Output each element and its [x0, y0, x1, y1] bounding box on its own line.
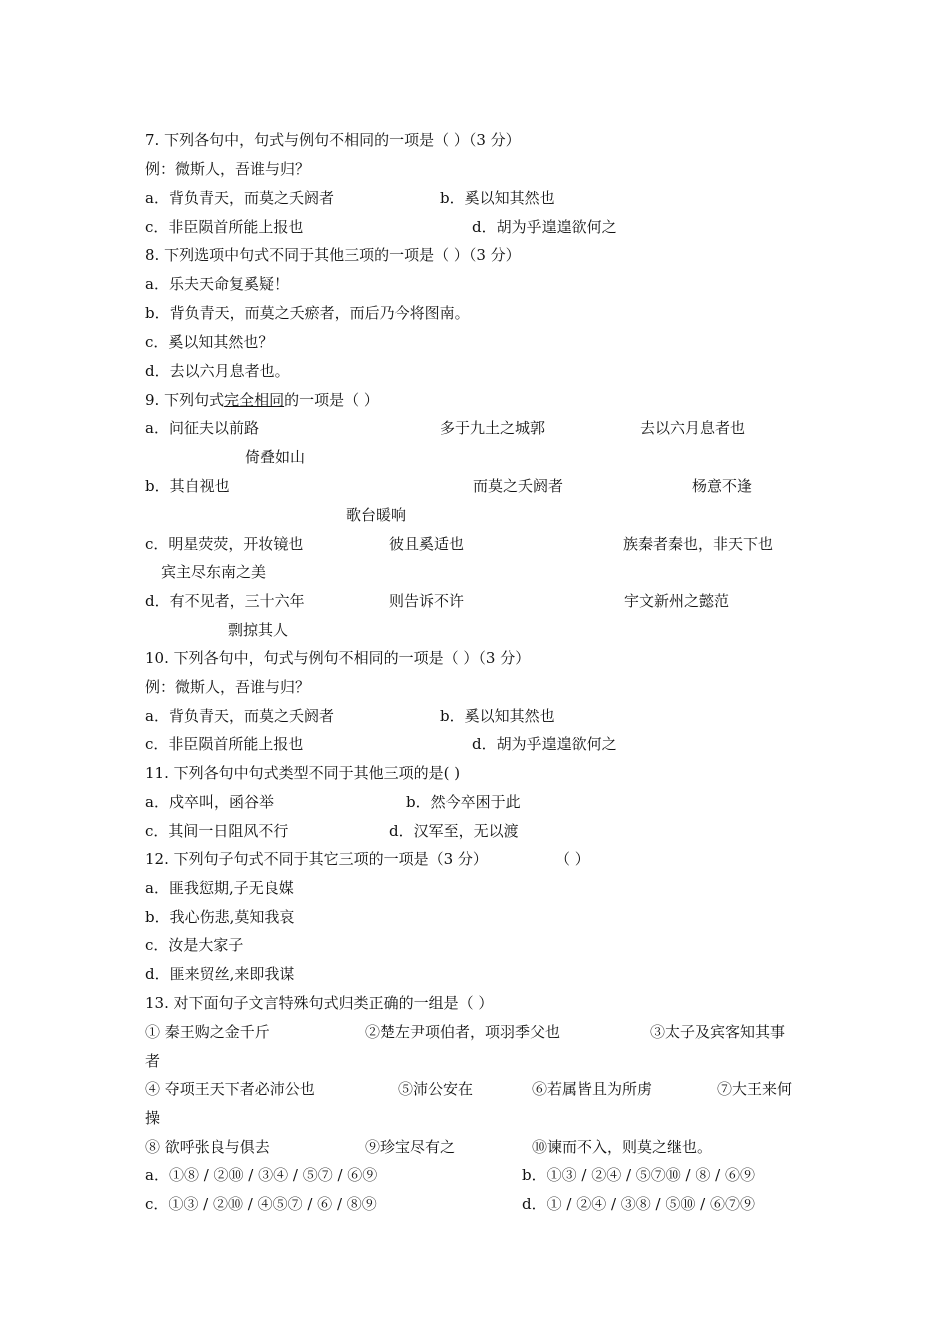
q9-option-d-2: 则告诉不许	[389, 592, 465, 610]
q10-option-d: d．胡为乎遑遑欲何之	[472, 735, 617, 753]
q12-option-d: d．匪来贸丝,来即我谋	[145, 965, 295, 983]
q10-option-b: b．奚以知其然也	[440, 707, 555, 725]
q7-option-c: c．非臣陨首所能上报也	[145, 218, 304, 236]
q13-stem: 13. 对下面句子文言特殊句式归类正确的一组是（ ）	[145, 994, 494, 1012]
q9-option-b-3: 杨意不逢	[692, 477, 753, 495]
q8-option-b: b．背负青天，而莫之夭瘀者，而后乃今将图南。	[145, 304, 470, 322]
q9-stem-underlined: 完全相同	[224, 391, 285, 409]
q9-option-a-3: 去以六月息者也	[640, 419, 746, 437]
q11-option-b: b．然今卒困于此	[406, 793, 521, 811]
q7-option-d: d．胡为乎遑遑欲何之	[472, 218, 617, 236]
q13-option-c: c．①③ / ②⑩ / ④⑤⑦ / ⑥ / ⑧⑨	[145, 1195, 377, 1213]
q8-option-a: a．乐夫天命复奚疑！	[145, 275, 289, 293]
q9-option-a-4: 倚叠如山	[245, 448, 306, 466]
q9-option-d-3: 宇文新州之懿范	[624, 592, 730, 610]
q13-option-d: d．① / ②④ / ③⑧ / ⑤⑩ / ⑥⑦⑨	[522, 1195, 755, 1213]
q8-stem: 8. 下列选项中句式不同于其他三项的一项是（ ）（3 分）	[145, 246, 521, 264]
q12-option-b: b．我心伤悲,莫知我哀	[145, 908, 295, 926]
q11-stem: 11. 下列各句中句式类型不同于其他三项的是( )	[145, 764, 461, 782]
q11-option-a: a．戍卒叫，函谷举	[145, 793, 274, 811]
q9-option-c-4: 宾主尽东南之美	[161, 563, 267, 581]
q9-option-a-1: a．问征夫以前路	[145, 419, 259, 437]
q13-sentence-3: ③太子及宾客知其事	[650, 1023, 786, 1041]
q13-option-a: a．①⑧ / ②⑩ / ③④ / ⑤⑦ / ⑥⑨	[145, 1166, 378, 1184]
q9-option-c-2: 彼且奚适也	[389, 535, 465, 553]
q7-option-b: b．奚以知其然也	[440, 189, 555, 207]
q9-stem-post: 的一项是（ ）	[284, 391, 379, 409]
q13-sentence-9: ⑨珍宝尽有之	[365, 1138, 456, 1156]
q9-stem-pre: 9. 下列句式	[145, 391, 225, 409]
q8-option-c: c．奚以知其然也？	[145, 333, 274, 351]
q8-option-d: d．去以六月息者也。	[145, 362, 290, 380]
q13-sentence-1: ① 秦王购之金千斤	[145, 1023, 270, 1041]
q13-sentence-5: ⑤沛公安在	[398, 1080, 474, 1098]
q13-option-b: b．①③ / ②④ / ⑤⑦⑩ / ⑧ / ⑥⑨	[522, 1166, 755, 1184]
q9-option-b-2: 而莫之夭阏者	[473, 477, 564, 495]
q13-sentence-6: ⑥若属皆且为所虏	[532, 1080, 653, 1098]
q9-option-a-2: 多于九土之城郭	[440, 419, 546, 437]
q10-option-a: a．背负青天，而莫之夭阏者	[145, 707, 334, 725]
q11-option-d: d．汉军至，无以渡	[389, 822, 519, 840]
q7-example: 例：微斯人，吾谁与归？	[145, 160, 311, 178]
q13-sentence-7-wrap: 操	[145, 1109, 161, 1127]
q11-option-c: c．其间一日阻风不行	[145, 822, 289, 840]
q7-stem: 7. 下列各句中，句式与例句不相同的一项是（ ）（3 分）	[145, 131, 521, 149]
q9-option-c-1: c．明星荧荧，开妆镜也	[145, 535, 304, 553]
q9-option-c-3: 族秦者秦也，非天下也	[623, 535, 774, 553]
q12-stem: 12. 下列句子句式不同于其它三项的一项是（3 分）	[145, 850, 488, 868]
q10-option-c: c．非臣陨首所能上报也	[145, 735, 304, 753]
q13-sentence-3-wrap: 者	[145, 1052, 161, 1070]
q13-sentence-7: ⑦大王来何	[717, 1080, 793, 1098]
q13-sentence-4: ④ 夺项王天下者必沛公也	[145, 1080, 315, 1098]
q10-example: 例：微斯人，吾谁与归？	[145, 678, 311, 696]
q9-option-b-1: b．其自视也	[145, 477, 230, 495]
q9-option-b-4: 歌台暖响	[346, 506, 407, 524]
q13-sentence-2: ②楚左尹项伯者，项羽季父也	[365, 1023, 561, 1041]
q12-answer-paren: （ ）	[555, 850, 590, 868]
q9-option-d-1: d．有不见者，三十六年	[145, 592, 305, 610]
q12-option-a: a．匪我愆期,子无良媒	[145, 879, 294, 897]
q10-stem: 10. 下列各句中，句式与例句不相同的一项是（ ）（3 分）	[145, 649, 531, 667]
q9-stem	[145, 390, 379, 410]
q12-option-c: c．汝是大家子	[145, 936, 244, 954]
q9-option-d-4: 剽掠其人	[228, 621, 289, 639]
q13-sentence-10: ⑩谏而不入，则莫之继也。	[532, 1138, 713, 1156]
q7-option-a: a．背负青天，而莫之夭阏者	[145, 189, 334, 207]
q13-sentence-8: ⑧ 欲呼张良与俱去	[145, 1138, 270, 1156]
